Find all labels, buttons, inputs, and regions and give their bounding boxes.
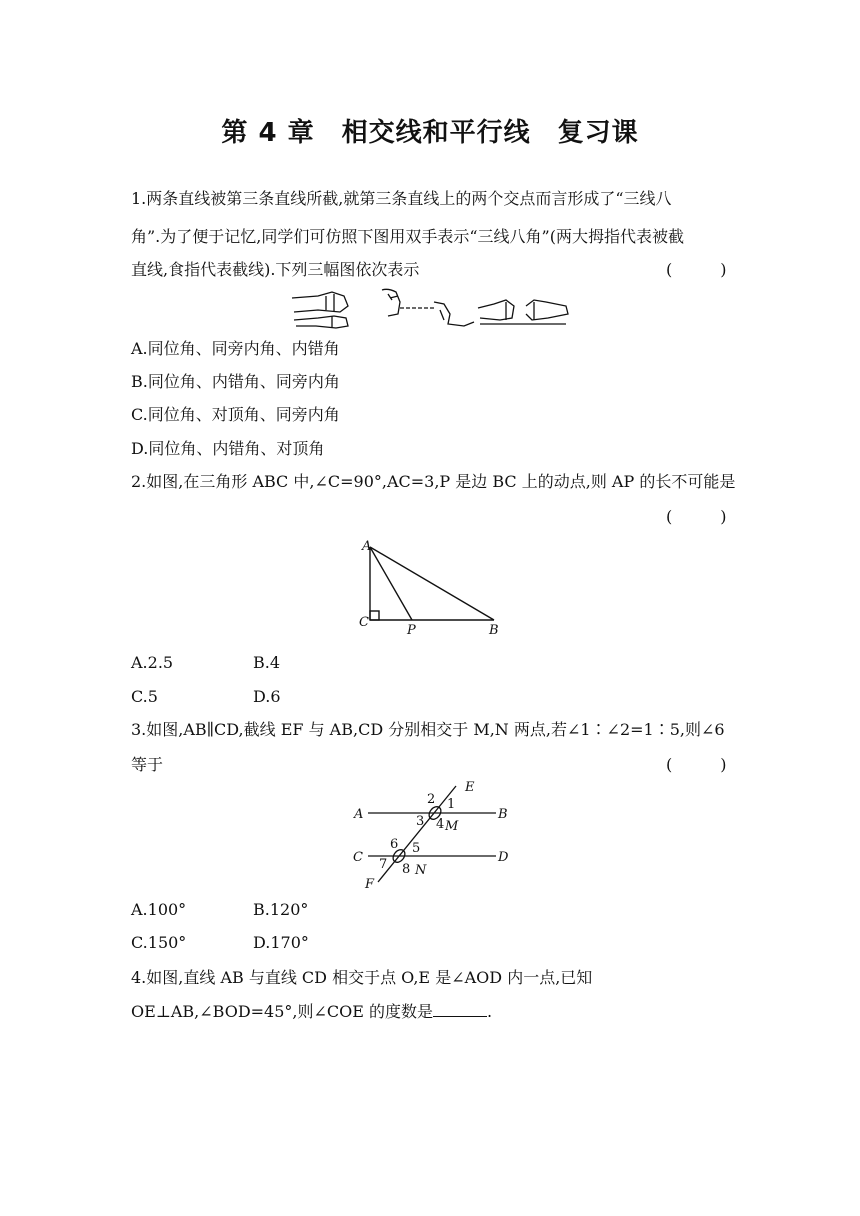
q3-stem-line1: 3.如图,AB∥CD,截线 EF 与 AB,CD 分别相交于 M,N 两点,若∠1∶∠2=1∶5,则∠6 [131, 720, 725, 739]
q3-option-c: C.150° [131, 933, 187, 952]
q2-label-a: A [362, 539, 372, 554]
q2-stem-line1: 2.如图,在三角形 ABC 中,∠C=90°,AC=3,P 是边 BC 上的动点,则 AP 的长不可能是 [131, 472, 736, 491]
q3-angle-3: 3 [416, 814, 425, 829]
q1-stem-line3: 直线,食指代表截线).下列三幅图依次表示 [131, 260, 420, 279]
q2-option-a: A.2.5 [131, 653, 174, 672]
q2-label-c: C [359, 615, 369, 630]
q2-answer-parens: ( ) [666, 507, 727, 526]
q3-angle-8: 8 [402, 862, 411, 877]
hands-alternate-icon [382, 289, 474, 326]
q3-option-d: D.170° [253, 933, 309, 952]
q3-angle-1: 1 [447, 797, 456, 812]
page-title: 第 4 章 相交线和平行线 复习课 [221, 118, 639, 148]
q3-answer-parens: ( ) [666, 755, 727, 774]
q4-stem-text: OE⊥AB,∠BOD=45°,则∠COE 的度数是 [131, 1002, 434, 1021]
q3-angle-7: 7 [379, 857, 388, 872]
q1-option-c: C.同位角、对顶角、同旁内角 [131, 405, 340, 424]
q4-answer-blank[interactable] [433, 1001, 487, 1017]
q3-label-m: M [445, 819, 459, 834]
q3-label-f: F [365, 877, 375, 892]
q3-angle-6: 6 [390, 837, 399, 852]
q2-triangle-figure [356, 538, 506, 638]
q3-angle-4: 4 [436, 817, 445, 832]
q1-option-b: B.同位角、内错角、同旁内角 [131, 372, 340, 391]
q2-option-b: B.4 [253, 653, 281, 672]
q1-hands-figure [288, 286, 572, 330]
q3-stem-line2: 等于 [131, 755, 164, 774]
q3-label-b: B [498, 807, 508, 822]
q3-angle-5: 5 [412, 841, 421, 856]
q3-parallel-lines-figure [348, 778, 514, 892]
q1-option-d: D.同位角、内错角、对顶角 [131, 439, 325, 458]
q2-option-d: D.6 [253, 687, 281, 706]
q3-option-a: A.100° [131, 900, 187, 919]
q3-label-d: D [498, 850, 509, 865]
q3-label-a: A [354, 807, 364, 822]
q3-label-e: E [465, 780, 475, 795]
q2-label-p: P [407, 623, 416, 638]
hands-inside-icon [478, 300, 568, 324]
q1-stem-line2: 角”.为了便于记忆,同学们可仿照下图用双手表示“三线八角”(两大拇指代表被截 [131, 227, 684, 246]
q2-option-c: C.5 [131, 687, 158, 706]
q3-angle-2: 2 [427, 792, 436, 807]
q3-label-n: N [415, 863, 427, 878]
q1-answer-parens: ( ) [666, 260, 727, 279]
q4-stem-line1: 4.如图,直线 AB 与直线 CD 相交于点 O,E 是∠AOD 内一点,已知 [131, 968, 593, 987]
q3-option-b: B.120° [253, 900, 309, 919]
q1-stem-line1: 1.两条直线被第三条直线所截,就第三条直线上的两个交点而言形成了“三线八 [131, 189, 672, 208]
q1-option-a: A.同位角、同旁内角、内错角 [131, 339, 340, 358]
q4-stem-end: . [487, 1002, 493, 1021]
hands-same-side-icon [292, 292, 348, 328]
q2-label-b: B [489, 623, 499, 638]
q3-label-c: C [353, 850, 363, 865]
q4-stem-line2 [131, 1001, 492, 1023]
